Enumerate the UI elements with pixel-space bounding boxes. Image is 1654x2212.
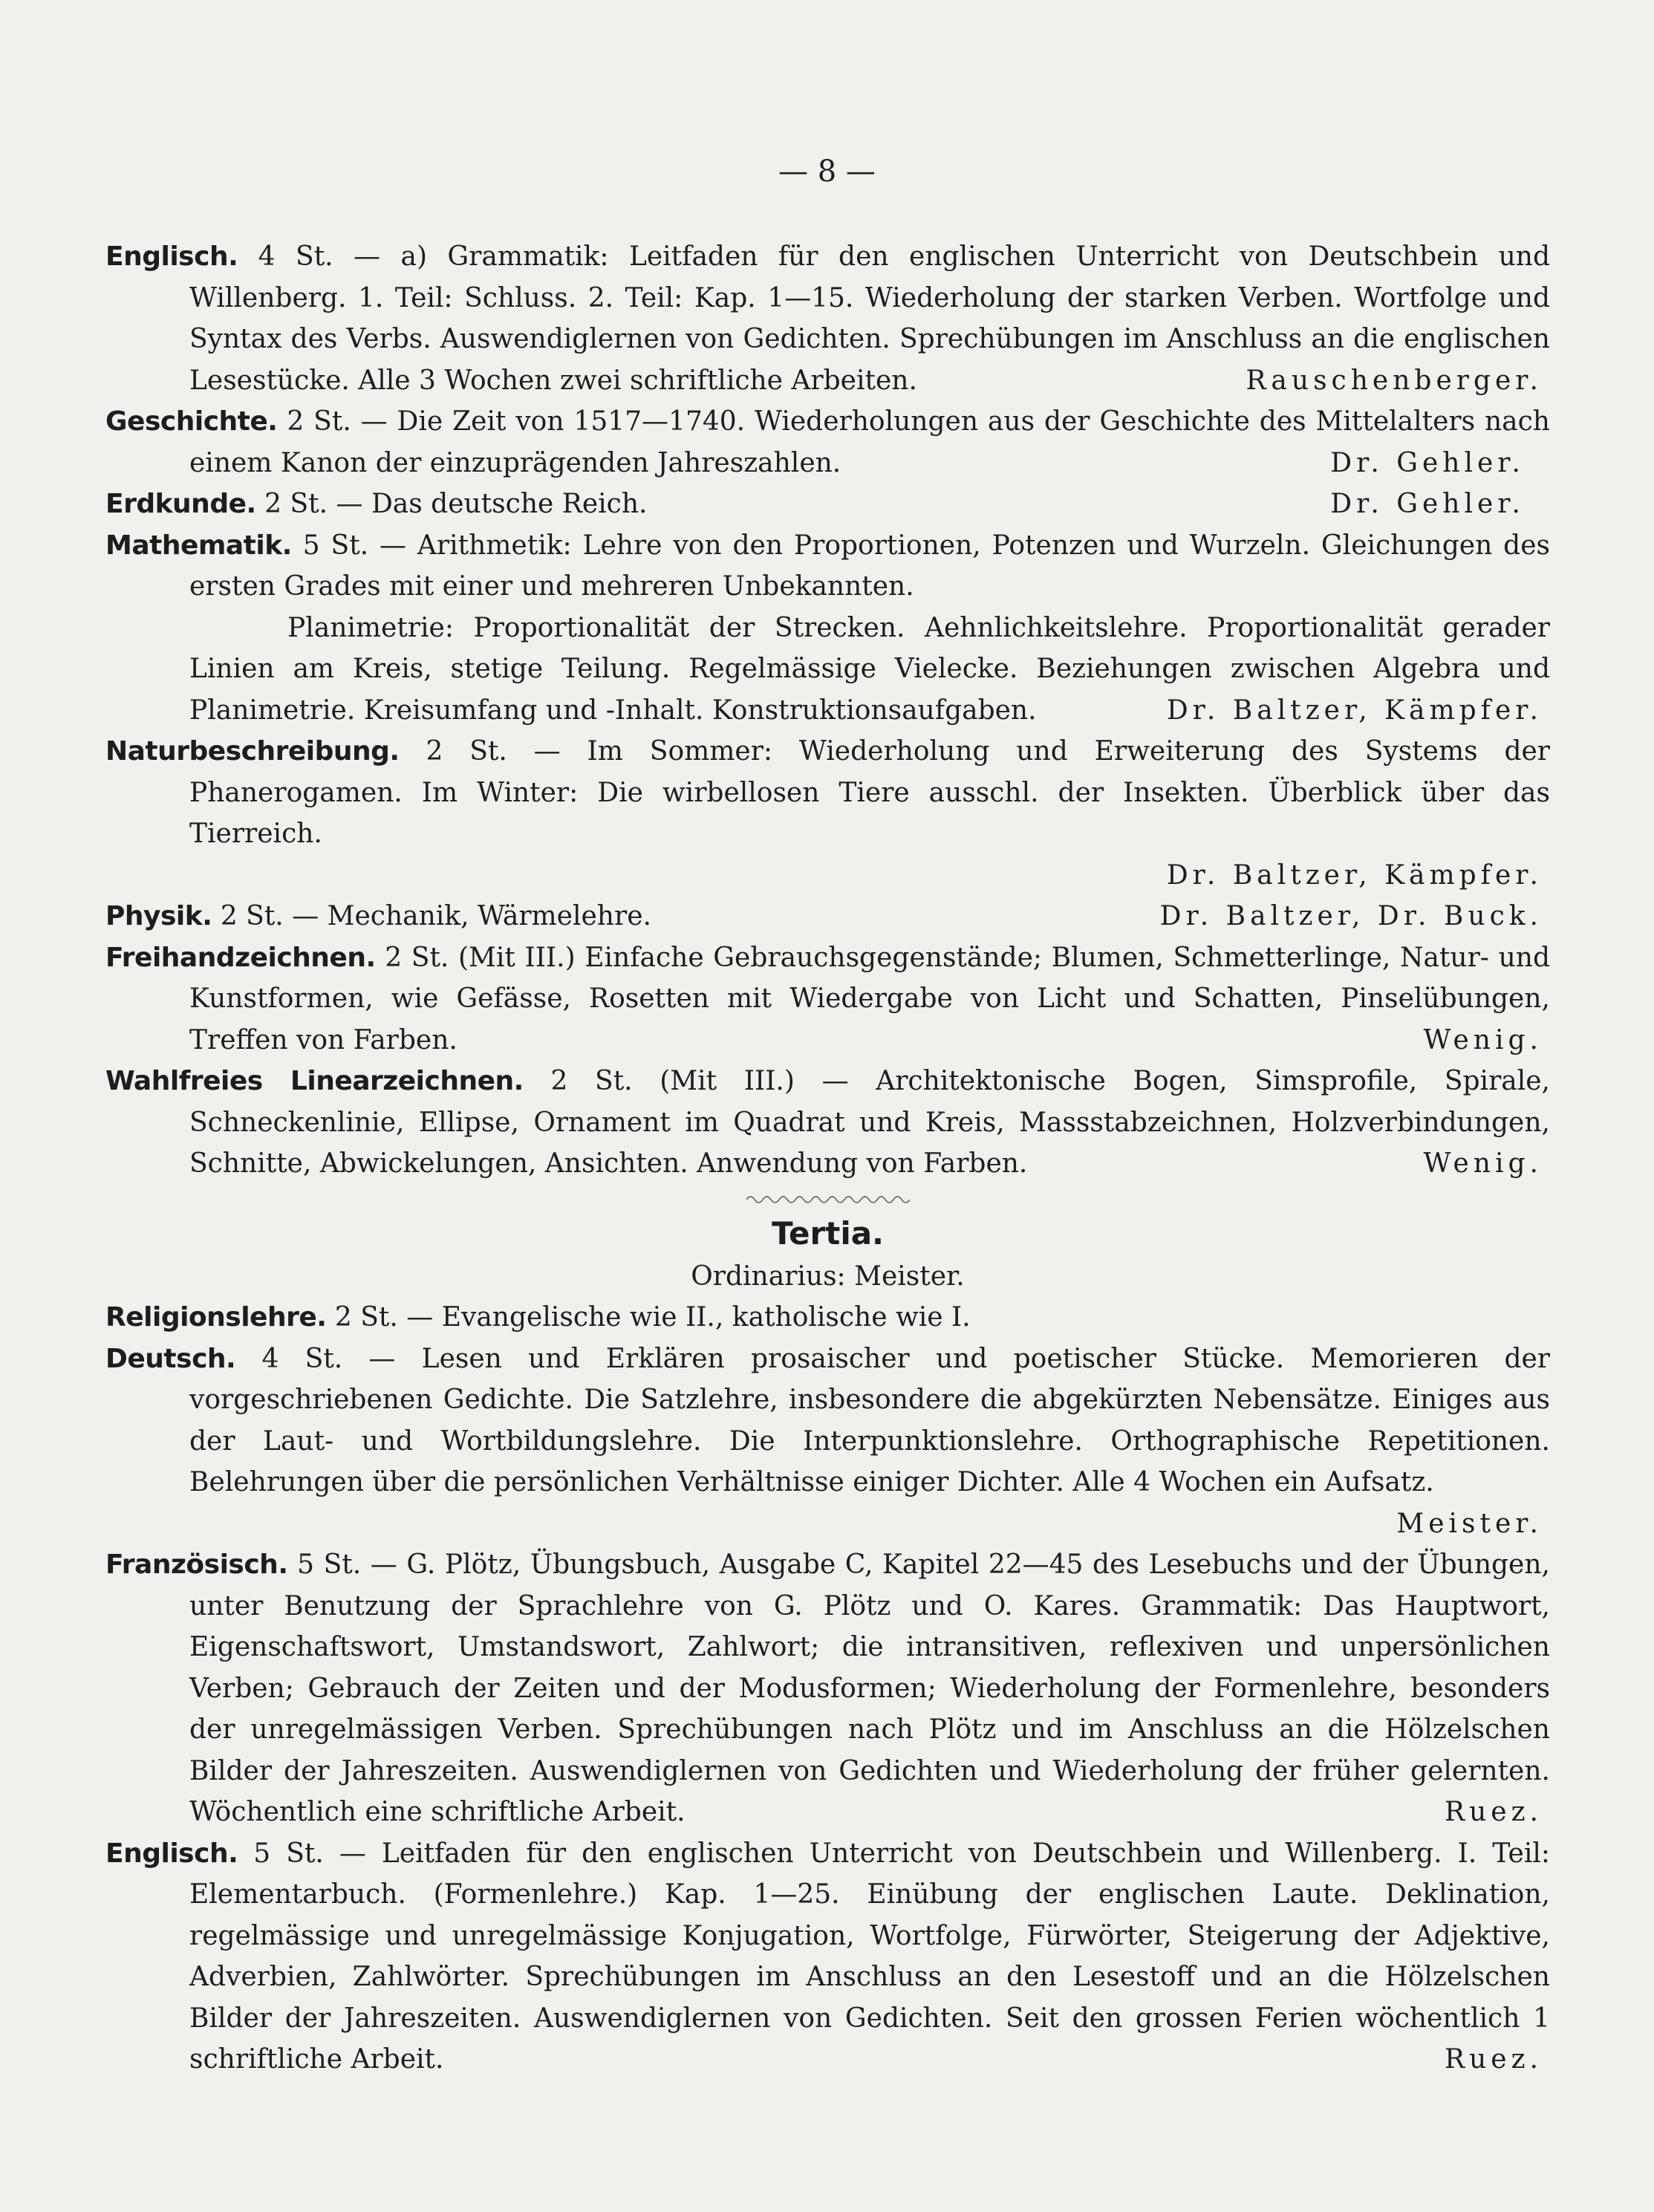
subject-text: 2 St. — Evangelische wie II., katholische wie I.: [326, 1302, 971, 1333]
teacher-signature: Wenig.: [1423, 1148, 1543, 1179]
subject-entry: [105, 896, 1550, 937]
subject-title: Religionslehre.: [105, 1302, 327, 1333]
subject-entry: [105, 525, 1550, 608]
teacher-signature: Rauschenberger.: [1246, 365, 1543, 396]
subject-title: Englisch.: [105, 241, 238, 272]
teacher-signature: Ruez.: [1444, 1797, 1543, 1827]
curriculum-text: [105, 236, 1550, 2081]
subject-entry: [105, 937, 1550, 1061]
subject-title: Erdkunde.: [105, 489, 256, 519]
teacher-signature: Dr. Gehler.: [1330, 489, 1526, 519]
teacher-signature: Ruez.: [1444, 2044, 1543, 2075]
subject-text: 5 St. — G. Plötz, Übungsbuch, Ausgabe C, Kapitel 22—45 des Lesebuchs und der Übungen, unter Benutzung der Sprachlehre von G. Plötz und O. Kares. Grammatik: Das Hauptwort, Eigenschaftswort, Umstandswort, Zahlwort; die intransitiven, reflexiven und unpersönlichen Verben; Gebrauch der Zeiten und der Modusformen; Wiederholung der Formenlehre, besonders der unregelmässigen Verben. Sprechübungen nach Plötz und im Anschluss an die Hölzelschen Bilder der Jahreszeiten. Auswendiglernen von Gedichten und Wiederholung der früher gelernten. Wöchentlich eine schriftliche Arbeit.: [189, 1549, 1550, 1827]
subject-entry: [105, 236, 1550, 401]
subject-text: 5 St. — Arithmetik: Lehre von den Proportionen, Potenzen und Wurzeln. Gleichungen des ersten Grades mit einer und mehreren Unbekannten.: [189, 530, 1550, 602]
subject-title: Naturbeschreibung.: [105, 736, 400, 767]
teacher-signature: Wenig.: [1423, 1024, 1543, 1055]
subject-title: Physik.: [105, 901, 212, 931]
subject-text: 2 St. — Mechanik, Wärmelehre.: [212, 901, 651, 931]
teacher-signature: Meister.: [1396, 1508, 1543, 1539]
subject-title: Freihandzeichnen.: [105, 942, 376, 973]
lower-entries: [105, 731, 1550, 1185]
subject-text: 2 St. (Mit III.) Einfache Gebrauchsgegenstände; Blumen, Schmetterlinge, Natur- und Kunstformen, wie Gefässe, Rosetten mit Wiedergabe von Licht und Schatten, Pinselübungen, Treffen von Farben.: [189, 942, 1550, 1055]
subject-title: Französisch.: [105, 1549, 288, 1580]
subject-text: 5 St. — Leitfaden für den englischen Unterricht von Deutschbein und Willenberg. I. Teil: Elementarbuch. (Formenlehre.) Kap. 1—25. Einübung der englischen Laute. Deklination, regelmässige und unregelmässige Konjugation, Wortfolge, Fürwörter, Steigerung der Adjektive, Adverbien, Zahlwörter. Sprechübungen im Anschluss an den Lesestoff und an die Hölzelschen Bilder der Jahreszeiten. Auswendiglernen von Gedichten. Seit den grossen Ferien wöchentlich 1 schriftliche Arbeit.: [189, 1838, 1550, 2075]
subject-entry: [105, 731, 1550, 896]
subject-text: 2 St. — Die Zeit von 1517—1740. Wiederholungen aus der Geschichte des Mittelalters nach einem Kanon der einzuprägenden Jahreszahlen.: [189, 406, 1550, 478]
subject-entry: [105, 1338, 1550, 1545]
subject-entry: [105, 1544, 1550, 1833]
wavy-divider: [746, 1192, 910, 1207]
upper-entries: [105, 236, 1550, 608]
subject-entry: [105, 401, 1550, 484]
subject-text: 4 St. — a) Grammatik: Leitfaden für den englischen Unterricht von Deutschbein und Willenberg. 1. Teil: Schluss. 2. Teil: Kap. 1—15. Wiederholung der starken Verben. Wortfolge und Syntax des Verbs. Auswendiglernen von Gedichten. Sprechübungen im Anschluss an die englischen Lesestücke. Alle 3 Wochen zwei schriftliche Arbeiten.: [189, 241, 1550, 396]
page-number: — 8 —: [778, 154, 876, 189]
subject-text: 2 St. (Mit III.) — Architektonische Bogen, Simsprofile, Spirale, Schneckenlinie, Ellipse, Ornament im Quadrat und Kreis, Massstabzeichnen, Holzverbindungen, Schnitte, Abwickelungen, Ansichten. Anwendung von Farben.: [189, 1066, 1551, 1179]
teacher-signature: Dr. Baltzer, Kämpfer.: [1166, 694, 1543, 726]
subject-title: Wahlfreies Linearzeichnen.: [105, 1066, 524, 1096]
subject-title: Deutsch.: [105, 1343, 236, 1374]
planimetrie-text: Planimetrie: Proportionalität der Strecken. Aehnlichkeitslehre. Proportionalität gerader Linien am Kreis, stetige Teilung. Regelmässige Vielecke. Beziehungen zwischen Algebra und Planimetrie. Kreisumfang und -Inhalt. Konstruktionsaufgaben.: [189, 612, 1550, 726]
subject-text: 4 St. — Lesen und Erklären prosaischer und poetischer Stücke. Memorieren der vorgeschriebenen Gedichte. Die Satzlehre, insbesondere die abgekürzten Nebensätze. Einiges aus der Laut- und Wortbildungslehre. Die Interpunktionslehre. Orthographische Repetitionen. Belehrungen über die persönlichen Verhältnisse einiger Dichter. Alle 4 Wochen ein Aufsatz.: [189, 1343, 1550, 1497]
teacher-signature: Dr. Baltzer, Kämpfer.: [1166, 859, 1543, 891]
subject-text: 2 St. — Das deutsche Reich.: [255, 489, 648, 519]
teacher-signature: Dr. Gehler.: [1330, 447, 1526, 478]
subject-entry: [105, 1833, 1550, 2081]
mathematik-planimetrie: [105, 608, 1550, 732]
subject-entry: [105, 1061, 1550, 1185]
teacher-signature: Dr. Baltzer, Dr. Buck.: [1159, 901, 1543, 931]
tertia-entries: [105, 1297, 1550, 2081]
subject-entry: [105, 484, 1550, 525]
section-title: Tertia.: [771, 1214, 885, 1252]
subject-text: 2 St. — Im Sommer: Wiederholung und Erweiterung des Systems der Phanerogamen. Im Winter: Die wirbellosen Tiere ausschl. der Insekten. Überblick über das Tierreich.: [189, 736, 1550, 849]
subject-title: Geschichte.: [105, 406, 278, 437]
subject-title: Mathematik.: [105, 530, 292, 561]
subject-title: Englisch.: [105, 1838, 238, 1869]
ordinarius: Ordinarius: Meister.: [691, 1260, 965, 1292]
subject-entry: [105, 1297, 1550, 1338]
